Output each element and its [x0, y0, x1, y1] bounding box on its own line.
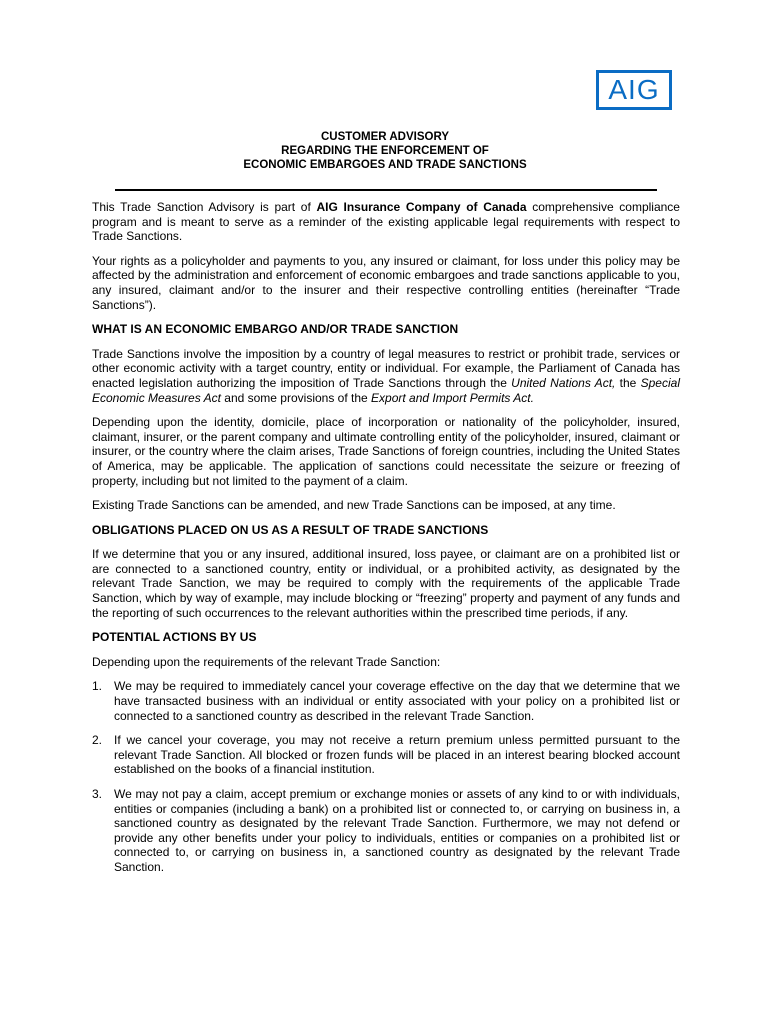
document-body [92, 200, 680, 885]
title-line-1: CUSTOMER ADVISORY [320, 131, 449, 143]
intro-paragraph-2: Your rights as a policyholder and payments to you, any insured or claimant, for loss under this policy may be affected by the administration and enforcement of economic embargoes and trade sanctions applicable to you, any insured, claimant and/or to the insurer and their respective controlling entities (hereinafter “Trade Sanctions”). [92, 253, 680, 312]
embargo-paragraph-1 [92, 347, 680, 405]
aig-logo [596, 70, 672, 110]
title-line-2: REGARDING THE ENFORCEMENT OF [281, 145, 489, 157]
intro-text-b: comprehensive compliance program and is meant to serve as a reminder of the existing applicable legal requirements with respect to Trade Sanctions. [92, 200, 680, 244]
logo-text: AIG [608, 74, 660, 105]
embargo-text-b: the [615, 375, 641, 390]
list-item [92, 733, 680, 777]
section-heading-actions: POTENTIAL ACTIONS BY US [92, 630, 257, 645]
act-name-1: United Nations Act, [511, 375, 616, 390]
list-item [92, 787, 680, 875]
title-line-3: ECONOMIC EMBARGOES AND TRADE SANCTIONS [243, 159, 527, 171]
embargo-text-a: Trade Sanctions involve the imposition by a country of legal measures to restrict or prohibit trade, services or other economic activity with a target country, entity or individual. For example, the Parliament of Canada has enacted legislation authorizing the imposition of Trade Sanctions through the [92, 346, 680, 390]
embargo-paragraph-3: Existing Trade Sanctions can be amended, and new Trade Sanctions can be imposed, at any time. [92, 498, 616, 513]
document-title [90, 130, 680, 172]
embargo-text-c: and some provisions of the [220, 390, 372, 405]
actions-intro: Depending upon the requirements of the relevant Trade Sanction: [92, 654, 441, 669]
title-divider [115, 189, 657, 191]
section-heading-obligations: OBLIGATIONS PLACED ON US AS A RESULT OF TRADE SANCTIONS [92, 522, 489, 537]
embargo-paragraph-2: Depending upon the identity, domicile, place of incorporation or nationality of the policyholder, insured, claimant, insurer, or the parent company and ultimate controlling entity of the policyholder, insured, claimant or insurer, or the country where the claim arises, Trade Sanctions of foreign countries, including the United States of America, may be applicable. The application of sanctions could necessitate the seizure or freezing of property, including but not limited to the payment of a claim. [92, 415, 680, 488]
obligations-paragraph: If we determine that you or any insured, additional insured, loss payee, or claimant are on a prohibited list or are connected to a sanctioned country, entity or individual, or a prohibited activity, as designated by the relevant Trade Sanction, we may be required to comply with the requirements of the applicable Trade Sanction, which by way of example, may include blocking or “freezing” property and payment of any funds and the reporting of such occurrences to the relevant authorities within the prescribed time periods, if any. [92, 547, 680, 620]
list-item [92, 679, 680, 723]
list-item-number: 1. [92, 679, 103, 694]
list-item-text: We may be required to immediately cancel your coverage effective on the day that we determine that we have transacted business with an individual or entity associated with your policy on a prohibited list or connected to a sanctioned country as described in the relevant Trade Sanction. [114, 679, 680, 723]
list-item-number: 2. [92, 733, 103, 748]
list-item-number: 3. [92, 787, 103, 801]
company-name: AIG Insurance Company of Canada [316, 200, 527, 214]
intro-paragraph-1 [92, 200, 680, 244]
act-name-2: Special Economic Measures Act [92, 375, 680, 405]
list-item-text: If we cancel your coverage, you may not receive a return premium unless permitted pursuant to the relevant Trade Sanction. All blocked or frozen funds will be placed in an interest bearing blocked account established on the books of a financial institution. [114, 733, 680, 777]
actions-list [92, 679, 680, 874]
act-name-3: Export and Import Permits Act. [371, 390, 534, 405]
section-heading-embargo: WHAT IS AN ECONOMIC EMBARGO AND/OR TRADE SANCTION [92, 322, 459, 337]
list-item-text: We may not pay a claim, accept premium or exchange monies or assets of any kind to or with individuals, entities or companies (including a bank) on a prohibited list or connected to, or carrying on business in, a sanctioned country as designated by the relevant Trade Sanction. Furthermore, we may not defend or provide any other benefits under your policy to individuals, entities or companies on a prohibited list or connected to, or carrying on business in, a sanctioned country as designated by the relevant Trade Sanction. [114, 787, 680, 874]
intro-text-a: This Trade Sanction Advisory is part of [92, 200, 317, 214]
